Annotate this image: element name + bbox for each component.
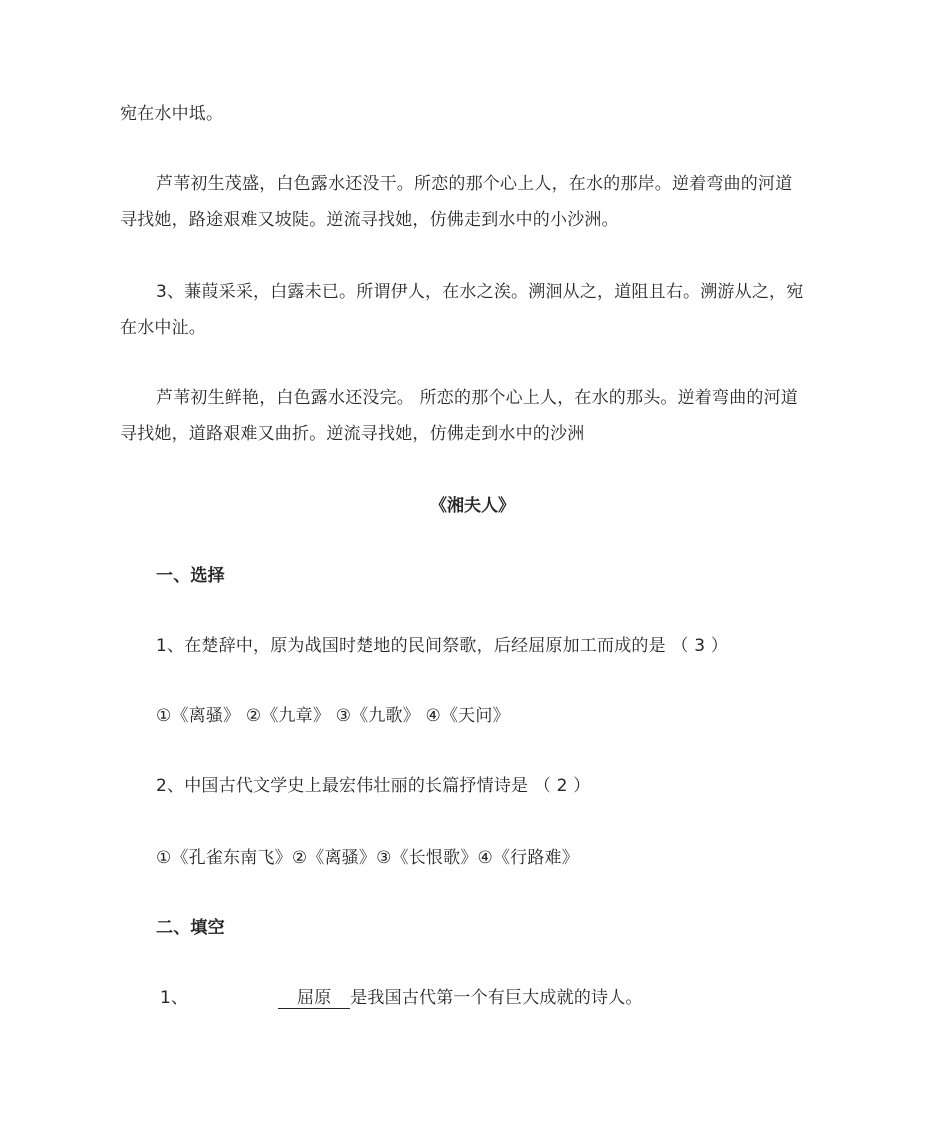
question-2: 2、中国古代文学史上最宏伟壮丽的长篇抒情诗是 （ 2 ） [156,776,591,796]
fill-question-text: 是我国古代第一个有巨大成就的诗人。 [350,988,643,1008]
paragraph-line: 宛在水中坻。 [120,104,224,124]
paragraph-line: 寻找她，道路艰难又曲折。逆流寻找她，仿佛走到水中的沙洲 [120,424,585,444]
paragraph-line: 芦苇初生茂盛，白色露水还没干。所恋的那个心上人，在水的那岸。逆着弯曲的河道 [156,174,793,194]
paragraph-line: 寻找她，路途艰难又坡陡。逆流寻找她，仿佛走到水中的小沙洲。 [120,210,619,230]
part-title: 一、选择 [156,566,225,586]
part-title: 二、填空 [156,918,225,938]
question-1-options: ①《离骚》 ②《九章》 ③《九歌》 ④《天问》 [156,706,510,726]
section-title: 《湘夫人》 [430,496,515,516]
paragraph-line: 在水中沚。 [120,318,206,338]
fill-question-1 [160,988,643,1009]
paragraph-line: 芦苇初生鲜艳，白色露水还没完。 所恋的那个心上人，在水的那头。逆着弯曲的河道 [156,388,799,408]
question-2-options: ①《孔雀东南飞》②《离骚》③《长恨歌》④《行路难》 [156,848,579,868]
fill-question-number: 1、 [160,988,189,1008]
question-1: 1、在楚辞中，原为战国时楚地的民间祭歌，后经屈原加工而成的是 （ 3 ） [156,636,729,656]
fill-blank-answer: 屈原 [278,989,350,1009]
paragraph-line: 3、蒹葭采采，白露未已。所谓伊人，在水之涘。溯洄从之，道阻且右。溯游从之，宛 [156,282,804,302]
